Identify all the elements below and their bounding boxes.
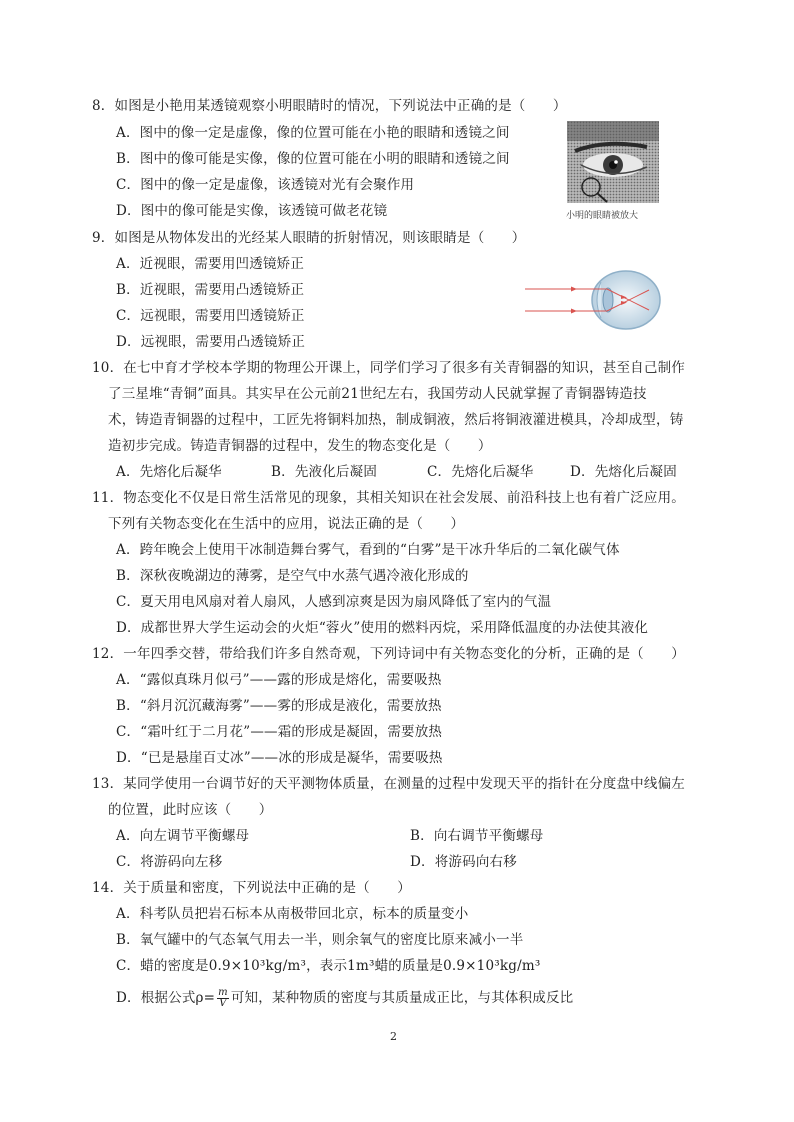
- q8-option-d: D．图中的像可能是实像，该透镜可做老花镜: [116, 203, 388, 219]
- eye-magnified-photo: [567, 121, 659, 203]
- q11-option-a: A．跨年晚会上使用干冰制造舞台雾气，看到的“白雾”是干冰升华后的二氧化碳气体: [116, 542, 620, 558]
- q9-option-d: D．远视眼，需要用凸透镜矫正: [116, 334, 306, 350]
- q14-option-d-suffix: 可知，某种物质的密度与其质量成正比，与其体积成反比: [230, 990, 574, 1006]
- q10-option-d: D．先熔化后凝固: [570, 464, 677, 480]
- q10-option-a: A．先熔化后凝华: [116, 464, 222, 480]
- q10-line-3: 术，铸造青铜器的过程中，工匠先将铜料加热，制成铜液，然后将铜液灌进模具，冷却成型，铸: [108, 412, 684, 428]
- q11-option-c: C．夏天用电风扇对着人扇风，人感到凉爽是因为扇风降低了室内的气温: [116, 594, 552, 610]
- q8-stem: 8．如图是小艳用某透镜观察小明眼睛时的情况，下列说法中正确的是（ ）: [92, 98, 567, 114]
- q10-option-c: C．先熔化后凝华: [427, 464, 534, 480]
- q11-option-b: B．深秋夜晚湖边的薄雾，是空气中水蒸气遇冷液化形成的: [116, 568, 469, 584]
- formula-denominator: V: [219, 998, 227, 1009]
- q11-line-2: 下列有关物态变化在生活中的应用，说法正确的是（ ）: [108, 516, 465, 532]
- q14-option-d: [116, 988, 573, 1009]
- q9-option-c: C．远视眼，需要用凹透镜矫正: [116, 308, 305, 324]
- q9-option-a: A．近视眼，需要用凹透镜矫正: [116, 256, 305, 272]
- q14-option-c: C．蜡的密度是0.9×10³kg/m³，表示1m³蜡的质量是0.9×10³kg/m³: [116, 958, 541, 974]
- q14-stem: 14．关于质量和密度，下列说法中正确的是（ ）: [92, 880, 411, 896]
- q8-option-b: B．图中的像可能是实像，像的位置可能在小明的眼睛和透镜之间: [116, 151, 510, 167]
- page-number: 2: [390, 1030, 397, 1043]
- q10-line-2: 了三星堆“青铜”面具。其实早在公元前21世纪左右，我国劳动人民就掌握了青铜器铸造技: [108, 386, 647, 402]
- q8-option-a: A．图中的像一定是虚像，像的位置可能在小艳的眼睛和透镜之间: [116, 125, 510, 141]
- q8-figure-caption: 小明的眼睛被放大: [566, 211, 639, 221]
- q13-option-d: D．将游码向右移: [410, 854, 517, 870]
- q11-line-1: 11．物态变化不仅是日常生活常见的现象，其相关知识在社会发展、前沿科技上也有着广泛应用。: [92, 490, 685, 506]
- q14-option-b: B．氧气罐中的气态氧气用去一半，则余氧气的密度比原来减小一半: [116, 932, 524, 948]
- q13-option-c: C．将游码向左移: [116, 854, 223, 870]
- q9-option-b: B．近视眼，需要用凸透镜矫正: [116, 282, 305, 298]
- q13-option-b: B．向右调节平衡螺母: [410, 828, 544, 844]
- q13-line-2: 的位置，此时应该（ ）: [108, 802, 273, 818]
- q13-option-a: A．向左调节平衡螺母: [116, 828, 250, 844]
- q8-option-c: C．图中的像一定是虚像，该透镜对光有会聚作用: [116, 177, 415, 193]
- q12-stem: 12．一年四季交替，带给我们许多自然奇观，下列诗词中有关物态变化的分析，正确的是（ ）: [92, 646, 685, 662]
- q11-option-d: D．成都世界大学生运动会的火炬“蓉火”使用的燃料丙烷，采用降低温度的办法使其液化: [116, 620, 649, 636]
- q10-line-1: 10．在七中育才学校本学期的物理公开课上，同学们学习了很多有关青铜器的知识，甚至自己制作: [92, 360, 685, 376]
- q10-line-4: 造初步完成。铸造青铜器的过程中，发生的物态变化是（ ）: [108, 438, 492, 454]
- q12-option-d: D．“已是悬崖百丈冰”——冰的形成是凝华，需要吸热: [116, 750, 443, 766]
- q14-option-a: A．科考队员把岩石标本从南极带回北京，标本的质量变小: [116, 906, 469, 922]
- q12-option-b: B．“斜月沉沉藏海雾”——雾的形成是液化，需要放热: [116, 698, 442, 714]
- density-formula-fraction: [217, 988, 229, 1009]
- q10-option-b: B．先液化后凝固: [271, 464, 378, 480]
- q13-line-1: 13．某同学使用一台调节好的天平测物体质量，在测量的过程中发现天平的指针在分度盘中线偏左: [92, 776, 685, 792]
- q12-option-a: A．“露似真珠月似弓”——露的形成是熔化，需要吸热: [116, 672, 442, 688]
- formula-numerator: m: [218, 987, 228, 998]
- q9-stem: 9．如图是从物体发出的光经某人眼睛的折射情况，则该眼睛是（ ）: [92, 230, 526, 246]
- eye-refraction-diagram: [521, 268, 663, 332]
- q14-option-d-prefix: D．根据公式ρ=: [116, 990, 216, 1006]
- q12-option-c: C．“霜叶红于二月花”——霜的形成是凝固，需要放热: [116, 724, 443, 740]
